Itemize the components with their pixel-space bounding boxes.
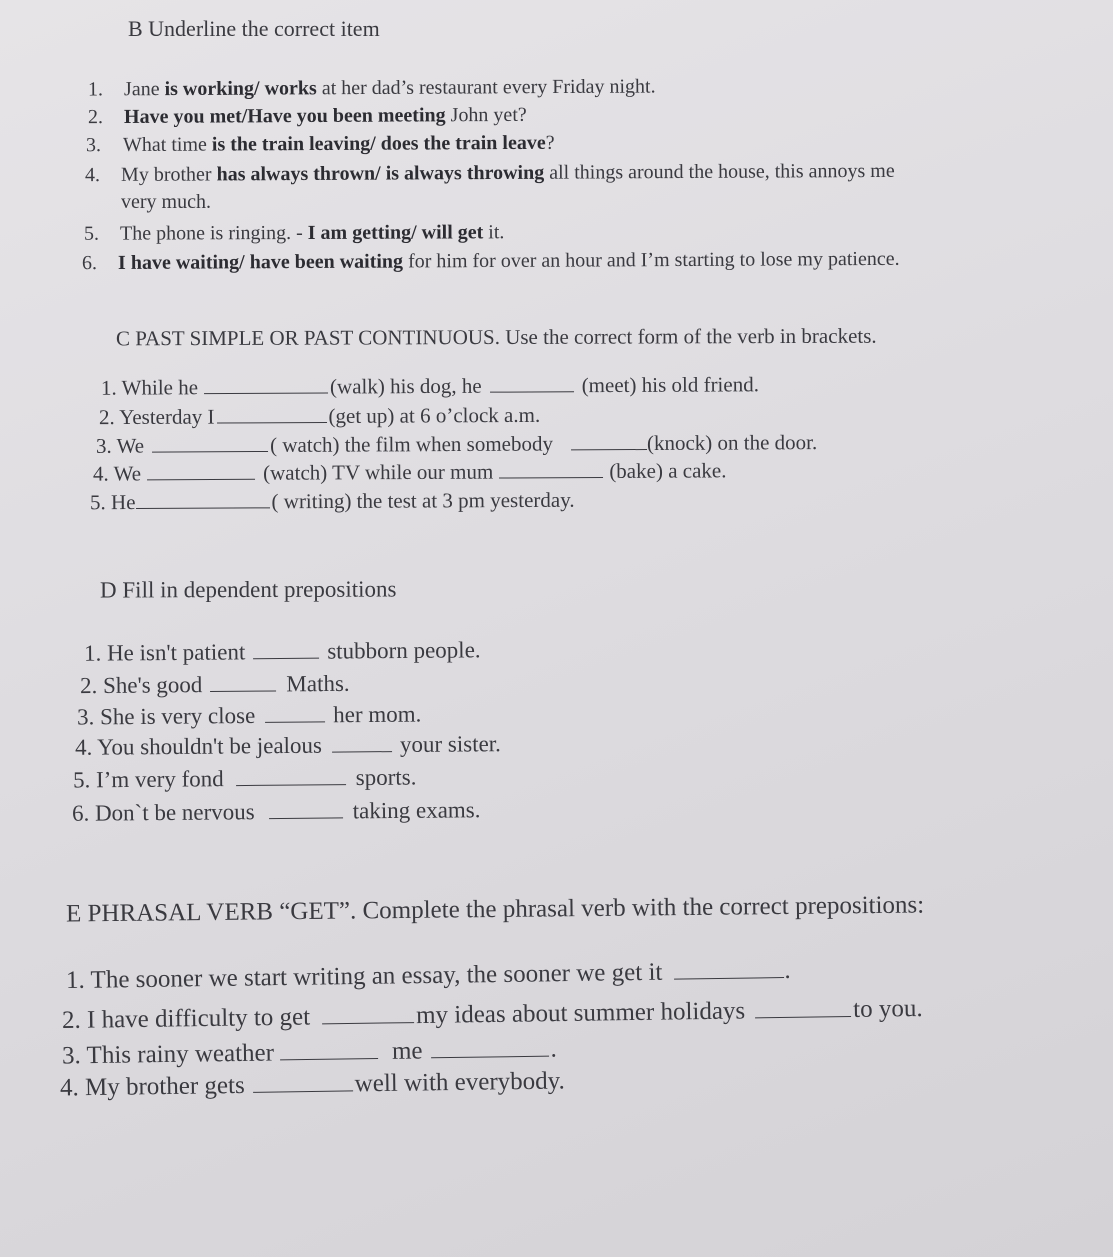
item-number: 5. [83,222,100,245]
item-text: Maths. [286,670,350,697]
section-b-item-4-continued [121,192,211,212]
item-options: is the train leaving/ does the train leave [211,131,546,156]
section-e-item-4 [60,1068,565,1100]
section-b-item-2 [88,105,527,127]
item-text: her mom. [333,701,422,728]
answer-blank[interactable] [217,421,327,424]
section-c-item-4 [93,460,727,484]
item-text: 1. The sooner we start writing an essay, the sooner we get it [65,958,663,995]
section-b-item-1 [88,77,656,100]
answer-blank[interactable] [499,476,603,479]
item-text-pre: Jane [123,78,165,101]
answer-blank[interactable] [147,478,255,481]
item-text: 3. We [95,433,145,458]
item-text: 5. He [89,490,136,515]
item-options: has always thrown/ is always throwing [216,161,545,186]
section-c-heading: C PAST SIMPLE OR PAST CONTINUOUS. Use the correct form of the verb in brackets. [115,323,877,351]
section-c-item-5 [89,487,575,515]
item-text: taking exams. [352,797,481,824]
section-d-item-4 [75,732,501,759]
answer-blank[interactable] [269,816,343,819]
item-options: is working/ works [164,77,317,101]
item-text: 4. We [92,461,142,486]
answer-blank[interactable] [280,1057,378,1060]
item-text: well with everybody. [354,1067,566,1098]
section-d-item-2 [80,672,350,697]
item-text: (get up) at 6 o’clock a.m. [328,402,541,428]
item-text: 5. I’m very fond [72,766,224,793]
section-d-item-6 [72,798,481,825]
section-d-item-3 [77,702,422,728]
section-d-item-5 [73,766,417,792]
item-text: 1. He isn't patient [83,639,246,666]
answer-blank[interactable] [136,506,270,509]
item-text: 1. While he [100,375,199,400]
item-text-post: at her dad’s restaurant every Friday night. [316,75,656,100]
item-text: my ideas about summer holidays [415,997,746,1030]
answer-blank[interactable] [755,1015,851,1018]
answer-blank[interactable] [204,392,328,395]
section-d-item-1 [84,638,481,664]
item-text: (bake) a cake. [609,458,727,483]
item-text: me [391,1037,423,1065]
answer-blank[interactable] [210,689,276,692]
item-options: I am getting/ will get [307,221,484,244]
section-e-item-2 [62,996,923,1033]
section-b-item-5 [84,222,504,243]
item-text: (watch) TV while our mum [263,459,494,485]
item-text-post: John yet? [445,103,527,127]
item-options: Have you met/Have you been meeting [123,104,446,128]
item-text-pre: My brother [120,163,217,186]
item-text: to you. [852,994,923,1023]
item-text-post: all things around the house, this annoys me [544,159,895,184]
item-text: 2. I have difficulty to get [61,1003,311,1035]
item-text: 4. My brother gets [59,1071,245,1102]
item-text: 3. This rainy weather [61,1039,275,1070]
item-text-post: it. [483,221,505,244]
item-text: your sister. [399,731,501,758]
item-text: stubborn people. [327,637,481,664]
item-text: (knock) on the door. [646,430,818,456]
item-text: . [784,956,791,985]
item-options: I have waiting/ have been waiting [117,250,404,274]
answer-blank[interactable] [674,976,784,980]
answer-blank[interactable] [490,390,574,392]
section-e-item-1 [66,958,791,993]
item-text: 2. She's good [79,672,203,699]
item-text: 2. Yesterday I [98,404,215,430]
item-text: (meet) his old friend. [581,372,759,398]
answer-blank[interactable] [236,783,346,786]
item-text: 3. She is very close [76,702,256,730]
item-text-pre: The phone is ringing. - [119,221,308,245]
item-text: 6. Don`t be nervous [71,799,255,826]
answer-blank[interactable] [571,448,647,450]
answer-blank[interactable] [332,750,392,753]
section-d-heading: D Fill in dependent prepositions [99,576,397,603]
item-number: 6. [81,252,98,275]
item-text: ( watch) the film when somebody [270,431,553,457]
item-text: (walk) his dog, he [329,373,482,399]
item-number: 3. [85,134,102,157]
section-c-item-1 [101,374,759,398]
section-e-item-3 [62,1037,557,1069]
item-text-pre: very much. [121,191,211,213]
item-number: 1. [87,78,104,101]
answer-blank[interactable] [253,657,319,660]
section-b-item-4 [85,161,895,185]
section-b-heading: B Underline the correct item [128,16,380,41]
answer-blank[interactable] [152,450,268,453]
item-text-post: for him for over an hour and I’m starting to lose my patience. [402,247,900,273]
item-text: sports. [355,764,417,791]
section-e-heading: E PHRASAL VERB “GET”. Complete the phrasal verb with the correct prepositions: [65,891,925,928]
item-number: 2. [87,106,104,129]
answer-blank[interactable] [265,720,325,723]
item-text-pre: What time [122,133,212,157]
item-text: 4. You shouldn't be jealous [74,732,323,760]
section-b-item-6 [82,249,900,273]
item-text-post: ? [545,131,555,154]
item-text: ( writing) the test at 3 pm yesterday. [271,487,575,514]
answer-blank[interactable] [431,1055,549,1059]
section-c-item-3 [96,432,817,457]
section-b-item-3 [86,133,555,155]
answer-blank[interactable] [253,1089,353,1092]
item-number: 4. [84,164,101,187]
item-text: . [550,1035,557,1063]
answer-blank[interactable] [322,1021,414,1024]
section-c-item-2 [98,402,541,430]
